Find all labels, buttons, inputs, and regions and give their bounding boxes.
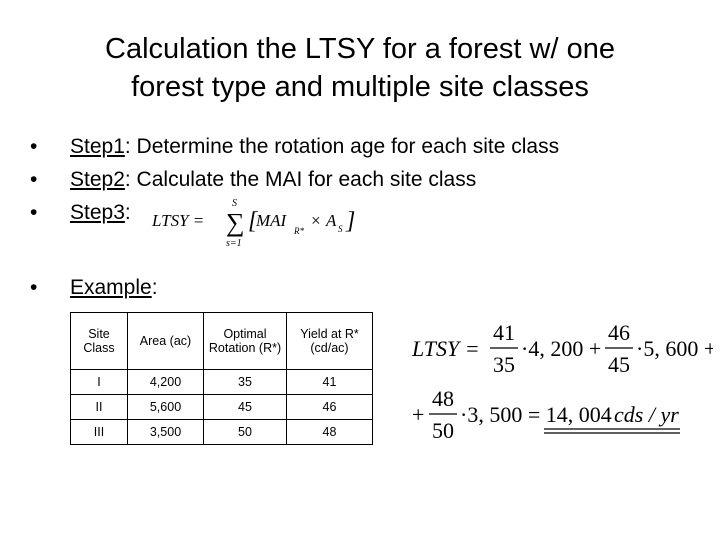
step-label: Step1 xyxy=(70,135,125,158)
area-subscript: S xyxy=(338,224,343,234)
step-label: Step3 xyxy=(70,201,125,224)
result-unit: cds / yr xyxy=(614,402,679,427)
times-sign: × xyxy=(310,211,322,230)
fraction-numerator: 46 xyxy=(608,320,630,345)
bullet-icon: • xyxy=(30,135,38,158)
header-yield: Yield at R* (cd/ac) xyxy=(287,313,373,370)
fraction-numerator: 48 xyxy=(432,386,454,411)
example-bullet xyxy=(30,273,158,303)
mai-subscript: R* xyxy=(294,226,304,236)
title-line-2: forest type and multiple site classes xyxy=(131,71,589,103)
term-multiplier: ·5, 600 + xyxy=(636,336,713,361)
step-text: : xyxy=(124,201,131,224)
table-cell: 5,600 xyxy=(128,395,204,420)
leading-plus: + xyxy=(412,402,425,427)
header-optimal-rotation: Optimal Rotation (R*) xyxy=(204,313,287,370)
slide-title xyxy=(40,30,680,106)
table-cell: 50 xyxy=(204,420,287,445)
header-area: Area (ac) xyxy=(128,313,204,370)
header-site-class: Site Class xyxy=(71,313,128,370)
table-cell: 3,500 xyxy=(128,420,204,445)
table-header-row xyxy=(71,313,373,370)
open-bracket: [ xyxy=(248,208,258,234)
table-row xyxy=(71,395,373,420)
table-cell: 41 xyxy=(287,370,373,395)
fraction-denominator: 50 xyxy=(432,418,454,443)
ltsy-example-formula xyxy=(408,318,713,453)
table-row xyxy=(71,370,373,395)
mai-symbol: MAI xyxy=(256,211,287,230)
title-line-1: Calculation the LTSY for a forest w/ one xyxy=(105,33,615,65)
area-symbol: A xyxy=(326,211,337,230)
ltsy-general-formula xyxy=(152,193,372,254)
table-cell: 48 xyxy=(287,420,373,445)
fraction-denominator: 35 xyxy=(493,352,515,377)
table-cell: 35 xyxy=(204,370,287,395)
formula-lhs: LTSY = xyxy=(152,211,205,230)
sum-upper-limit: S xyxy=(232,198,237,209)
bullet-icon: • xyxy=(30,168,38,191)
sum-sign: ∑ xyxy=(226,208,245,237)
site-class-table xyxy=(70,312,373,445)
example-suffix: : xyxy=(151,276,158,299)
step-text: : Calculate the MAI for each site class xyxy=(124,168,477,191)
table-cell: II xyxy=(71,395,128,420)
sum-lower-limit: s=1 xyxy=(226,238,242,249)
fraction-denominator: 45 xyxy=(608,352,630,377)
fraction-numerator: 41 xyxy=(493,320,515,345)
ltsy-formula-svg xyxy=(152,193,372,249)
table-row xyxy=(71,420,373,445)
table-cell: 45 xyxy=(204,395,287,420)
step-item-1 xyxy=(30,130,690,163)
step-text: : Determine the rotation age for each site class xyxy=(124,135,560,158)
term-multiplier: ·4, 200 + xyxy=(521,336,602,361)
table-cell: 46 xyxy=(287,395,373,420)
term-multiplier: ·3, 500 = 14, 004 xyxy=(460,402,612,427)
example-label: Example xyxy=(70,276,152,299)
table-cell: 4,200 xyxy=(128,370,204,395)
example-lhs: LTSY = xyxy=(412,336,480,361)
bullet-icon: • xyxy=(30,201,38,224)
table-cell: III xyxy=(71,420,128,445)
example-formula-svg xyxy=(408,318,713,448)
bullet-icon: • xyxy=(30,276,38,299)
table-cell: I xyxy=(71,370,128,395)
step-item-2 xyxy=(30,163,690,196)
step-label: Step2 xyxy=(70,168,125,191)
close-bracket: ] xyxy=(346,208,356,234)
